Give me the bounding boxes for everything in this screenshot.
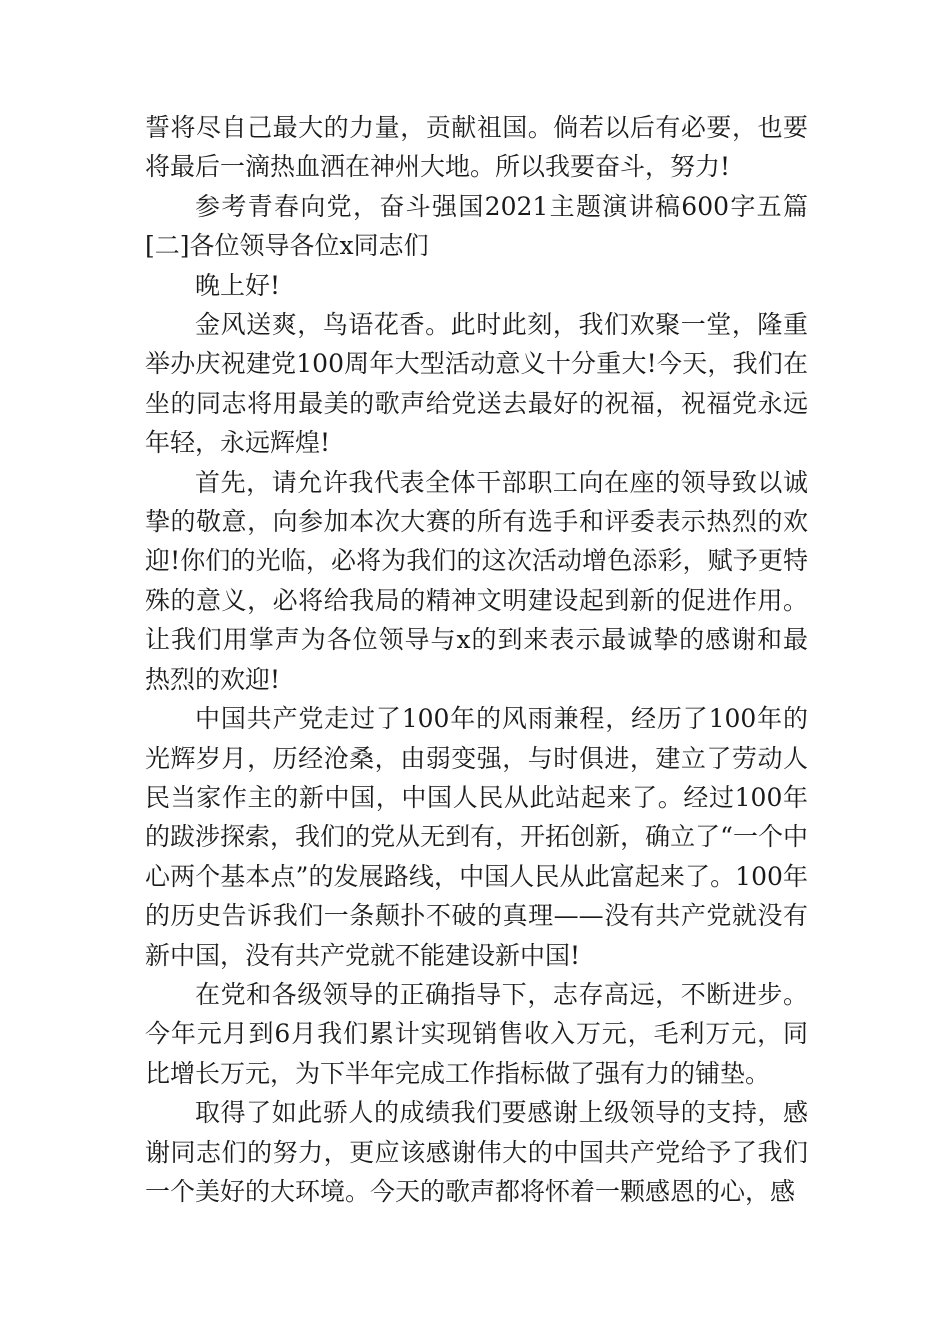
paragraph-gratitude: 取得了如此骄人的成绩我们要感谢上级领导的支持，感谢同志们的努力，更应该感谢伟大的中国共产党给予了我们一个美好的大环境。今天的歌声都将怀着一颗感恩的心，感: [145, 1098, 808, 1206]
paragraph-heading: 参考青春向党，奋斗强国2021主题演讲稿600字五篇[二]各位领导各位x同志们: [145, 191, 808, 261]
paragraph-progress: 在党和各级领导的正确指导下，志存高远，不断进步。今年元月到6月我们累计实现销售收入万元，毛利万元，同比增长万元，为下半年完成工作指标做了强有力的铺垫。: [145, 979, 808, 1088]
paragraph-history: 中国共产党走过了100年的风雨兼程，经历了100年的光辉岁月，历经沧桑，由弱变强，与时俱进，建立了劳动人民当家作主的新中国，中国人民从此站起来了。经过100年的跋涉探索，我们的党从无到有，开拓创新，确立了“一个中心两个基本点”的发展路线，中国人民从此富起来了。100年的历史告诉我们一条颠扑不破的真理——没有共产党就没有新中国，没有共产党就不能建设新中国!: [145, 704, 808, 970]
paragraph-continuation: 誓将尽自己最大的力量，贡献祖国。倘若以后有必要，也要将最后一滴热血洒在神州大地。所以我要奋斗，努力!: [145, 113, 808, 182]
document-body: [145, 108, 808, 1211]
paragraph-welcome: 首先，请允许我代表全体干部职工向在座的领导致以诚挚的敬意，向参加本次大赛的所有选手和评委表示热烈的欢迎!你们的光临，必将为我们的这次活动增色添彩，赋予更特殊的意义，必将给我局的精神文明建设起到新的促进作用。让我们用掌声为各位领导与x的到来表示最诚挚的感谢和最热烈的欢迎!: [145, 467, 808, 694]
paragraph-greeting: 晚上好!: [195, 270, 281, 300]
paragraph-opening: 金风送爽，鸟语花香。此时此刻，我们欢聚一堂，隆重举办庆祝建党100周年大型活动意义十分重大!今天，我们在坐的同志将用最美的歌声给党送去最好的祝福，祝福党永远年轻，永远辉煌!: [145, 310, 808, 458]
